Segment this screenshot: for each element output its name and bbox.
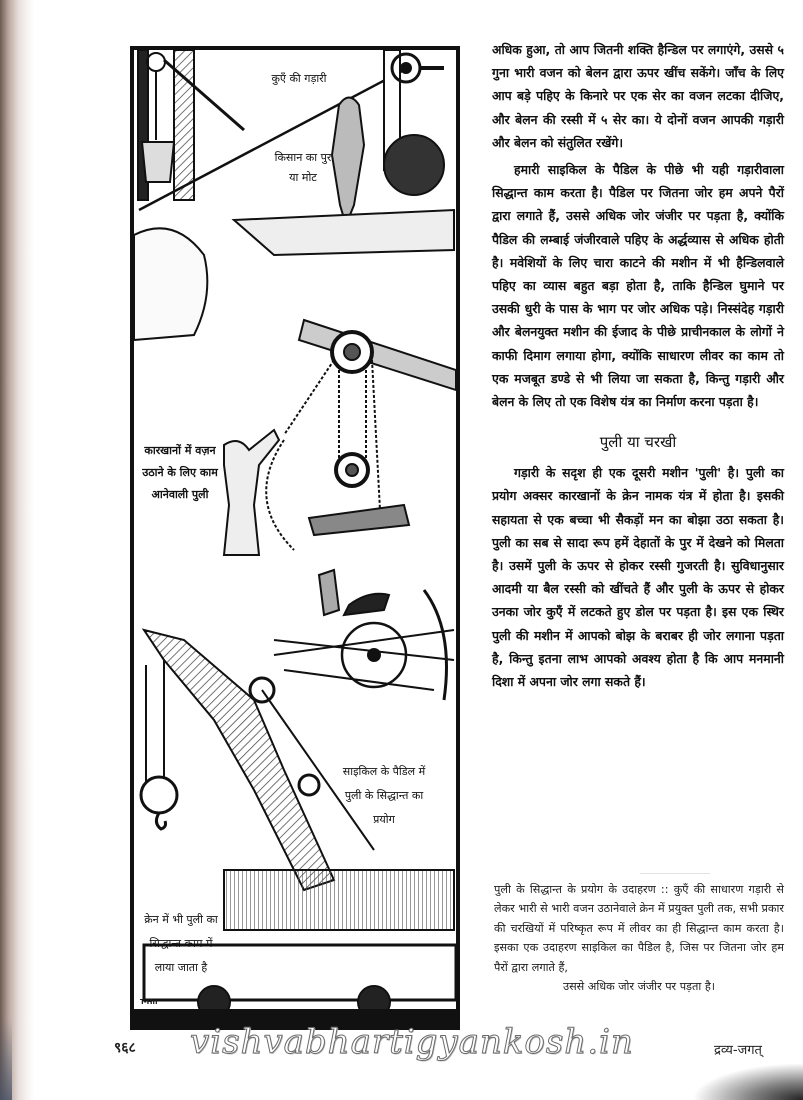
illustration-drawing <box>134 50 456 1026</box>
article-text-column <box>492 38 784 693</box>
caption-well-pulley: कुएँ की गड़ारी <box>271 72 327 85</box>
worker-figure <box>224 430 279 555</box>
caption-cycle-pedal: साइकिल के पैडिल में पुली के सिद्धान्त का प्रयोग <box>342 765 426 826</box>
crane-hook-block <box>141 777 177 813</box>
hand-chain <box>284 360 334 435</box>
watermark: vishvabhartigyankosh.in <box>190 1022 634 1062</box>
running-title: द्रव्य-जगत् <box>714 1043 762 1058</box>
figure-caption-box <box>494 880 784 996</box>
well-pulley-wheel <box>147 53 165 71</box>
page-number: ९६८ <box>114 1040 136 1056</box>
steel-girder-load <box>309 505 409 535</box>
caption-farmer-mot: किसान का पुर या मोट <box>274 151 332 184</box>
section-heading: पुली या चरखी <box>599 433 677 452</box>
crane-jib <box>144 630 334 890</box>
bullock-outline <box>134 228 207 340</box>
bicycle-pedal-scene <box>274 570 454 700</box>
well-scene <box>134 50 454 340</box>
overhead-beam <box>299 320 456 390</box>
book-binding-edge <box>0 0 34 1100</box>
artist-signature: T-Hn <box>140 998 158 1006</box>
binding-shadow <box>0 1020 12 1100</box>
illustration-panel <box>130 46 460 1030</box>
crane-cab <box>224 870 454 930</box>
paragraph: गड़ारी के सदृश ही एक दूसरी मशीन 'पुली' है। पुली का प्रयोग अक्सर कारखानों के क्रेन नामक यंत्र में होता है। इसकी सहायता से एक बच्चा भी सैकड़ों मन का बोझा उठा सकता है। पुली का सब से सादा रूप हमें देहातों के पुर में देखने को मिलता है। उसमें पुली के ऊपर से होकर रस्सी गुजरती है। सुविधानुसार आदमी या बैल रस्सी को खींचते हैं और पुली के ऊपर से होकर उनका जोर कुएँ में लटकते हुए डोल पर पड़ता है। इस एक स्थिर पुली की मशीन में आपको बोझ के बराबर ही जोर लगाना पड़ता है, किन्तु इतना लाभ आपको अवश्य होता है कि आप मनमानी दिशा में अपना जोर लगा सकते हैं। <box>492 465 784 690</box>
shoe-on-pedal <box>344 594 389 615</box>
well-platform <box>234 210 454 255</box>
factory-pulley-scene <box>224 320 456 555</box>
divider <box>640 873 710 874</box>
farmer-figure <box>332 98 364 226</box>
paragraph: हमारी साइकिल के पैडिल के पीछे भी यही गड़ारीवाला सिद्धान्त काम करता है। पैडिल पर जितना जोर हम अपने पैरों द्वारा लगाते हैं, उससे अधिक जोर जंजीर पर पड़ता है, क्योंकि पैडिल की लम्बाई जंजीरवाले पहिए के अर्द्धव्यास से अधिक होती है। मवेशियों के लिए चारा काटने की मशीन में भी हैन्डिलवाले पहिए का व्यास बहुत बड़ा होता है, ताकि हैन्डिल घुमाने पर उसकी धुरी के पास के भाग पर जोर अधिक पड़े। निस्संदेह गड़ारी और बेलनयुक्त मशीन की ईजाद के पीछे प्राचीनकाल के लोगों ने काफी दिमाग लगाया होगा, क्योंकि साधारण लीवर का काम तो एक मजबूत डण्डे से भी लिया जा सकता है, किन्तु गड़ारी और बेलन के लिए तो एक विशेष यंत्र का निर्माण करना पड़ता है। <box>492 162 784 410</box>
caption-crane: क्रेन में भी पुली का सिद्धान्त काम में लाया जाता है <box>144 913 218 974</box>
figure-caption-last-line: उससे अधिक जोर जंजीर पर पड़ता है। <box>562 980 716 994</box>
figure-caption-body: पुली के सिद्धान्त के प्रयोग के उदाहरण :: कुएँ की साधारण गड़ारी से लेकर भारी से भारी वजन उठानेवाले क्रेन में प्रयुक्त पुली तक, सभी प्रकार की चरखियों में परिष्कृत रूप में लीवर का ही सिद्धान्त काम करता है। इसका एक उदाहरण साइकिल का पैडिल है, जिस पर जितना जोर हम पैरों द्वारा लगाते हैं, <box>494 883 784 974</box>
paragraph: अधिक हुआ, तो आप जितनी शक्ति हैन्डिल पर लगाएंगे, उससे ५ गुना भारी वजन को बेलन द्वारा ऊपर खींच सकेंगे। जाँच के लिए आप बड़े पहिए के किनारे पर एक सेर का वजन लटका दीजिए, और बेलन की रस्सी में ५ सेर का। ये दोनों वजन आपकी गड़ारी और बेलन को संतुलित रखेंगे। <box>492 42 784 150</box>
page-corner-shadow <box>683 1060 803 1100</box>
leather-mot-bag <box>384 135 444 195</box>
caption-factory-pulley: कारखानों में वज़न उठाने के लिए काम आनेवाली पुली <box>142 444 218 501</box>
well-bucket <box>142 142 174 182</box>
